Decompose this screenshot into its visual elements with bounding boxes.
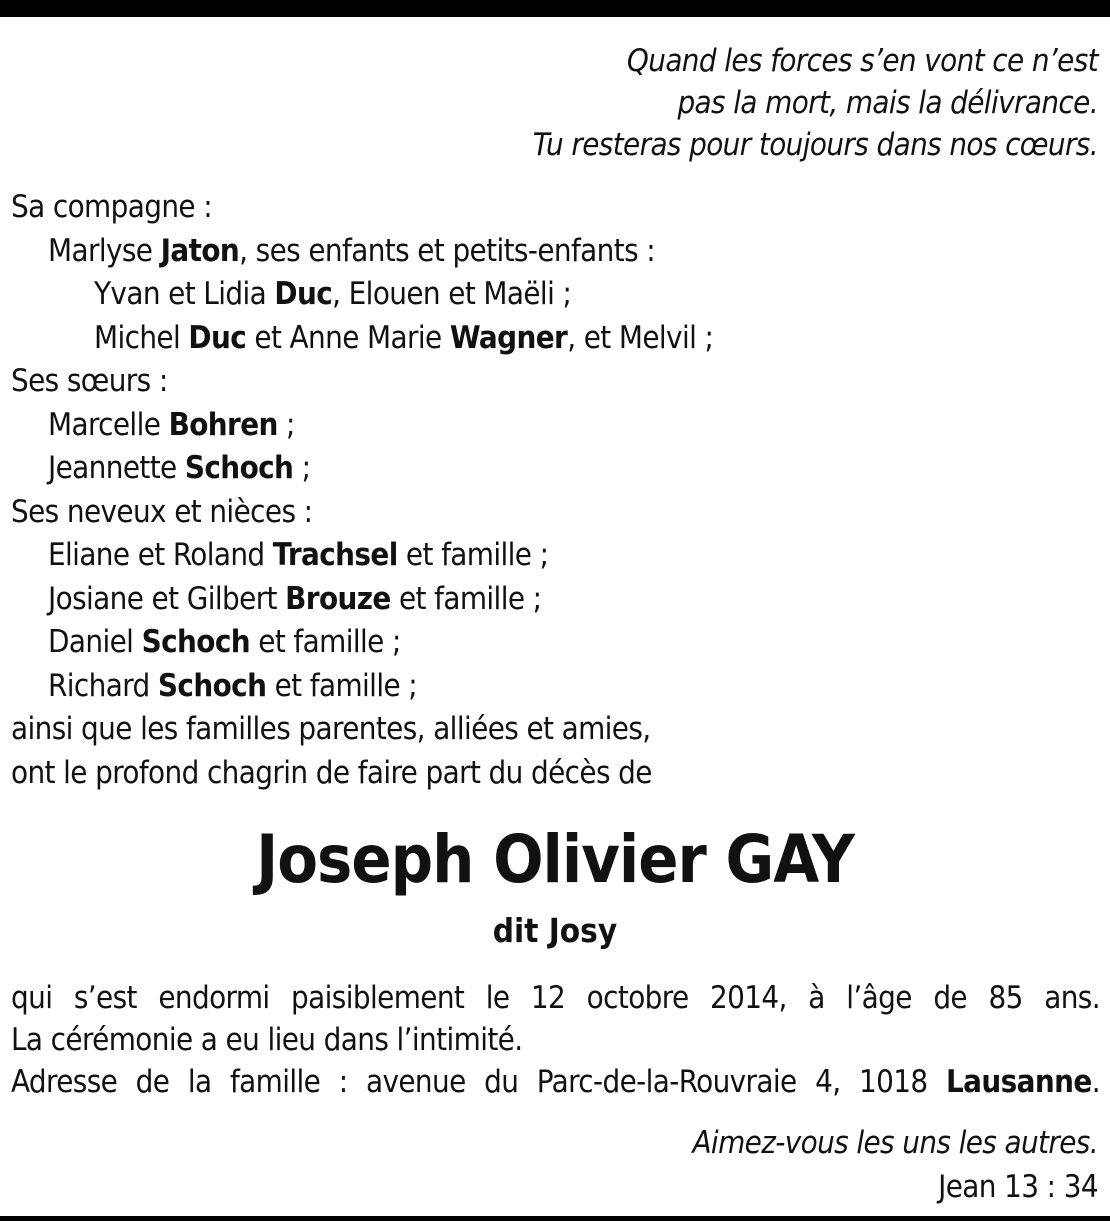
- closing-verse: [692, 1121, 1098, 1209]
- closing-line: ont le profond chagrin de faire part du décès de: [11, 754, 652, 791]
- family-member: Marlyse Jaton, ses enfants et petits-enfants :: [48, 232, 656, 269]
- deceased-name: Joseph Olivier GAY: [256, 821, 854, 898]
- epigraph-line: Quand les forces s’en vont ce n’est: [626, 43, 1098, 79]
- nephews-heading: Ses neveux et nièces :: [11, 493, 313, 530]
- verse-quote: Aimez-vous les uns les autres.: [692, 1125, 1098, 1161]
- companion-heading: Sa compagne :: [11, 189, 213, 225]
- family-member: Daniel Schoch et famille ;: [48, 624, 401, 660]
- surname: Wagner: [449, 319, 568, 356]
- top-rule: [0, 0, 1110, 17]
- surname: Schoch: [157, 667, 267, 704]
- family-list: [11, 186, 713, 795]
- surname: Bohren: [168, 406, 278, 443]
- surname: Jaton: [160, 232, 240, 269]
- family-member: Yvan et Lidia Duc, Elouen et Maëli ;: [94, 276, 572, 312]
- epigraph-line: pas la mort, mais la délivrance.: [677, 85, 1098, 121]
- closing-line: ainsi que les familles parentes, alliées et amies,: [11, 711, 651, 747]
- family-member: Richard Schoch et famille ;: [48, 667, 418, 704]
- death-line: qui s’est endormi paisiblement le 12 octobre 2014, à l’âge de 85 ans.: [11, 980, 1100, 1016]
- surname: Trachsel: [272, 537, 398, 573]
- address-line: Adresse de la famille : avenue du Parc-de-la-Rouvraie 4, 1018 Lausanne.: [11, 1064, 1100, 1100]
- surname: Schoch: [184, 450, 294, 486]
- epigraph: [533, 40, 1098, 166]
- family-member: Josiane et Gilbert Brouze et famille ;: [48, 580, 542, 617]
- family-member: Eliane et Roland Trachsel et famille ;: [48, 537, 549, 573]
- sisters-heading: Ses sœurs :: [11, 363, 168, 399]
- epigraph-line: Tu resteras pour toujours dans nos cœurs.: [532, 127, 1098, 163]
- surname: Duc: [188, 319, 247, 356]
- family-member: Jeannette Schoch ;: [48, 450, 311, 486]
- surname: Schoch: [141, 624, 251, 660]
- surname: Duc: [274, 276, 333, 312]
- surname: Brouze: [285, 580, 391, 617]
- bottom-rule: [0, 1216, 1110, 1221]
- death-details: [11, 977, 1100, 1103]
- family-member: Michel Duc et Anne Marie Wagner, et Melvil ;: [94, 319, 714, 356]
- address-city: Lausanne: [946, 1064, 1092, 1100]
- family-member: Marcelle Bohren ;: [48, 406, 295, 443]
- ceremony-line: La cérémonie a eu lieu dans l’intimité.: [11, 1022, 523, 1058]
- verse-reference: Jean 13 : 34: [938, 1169, 1098, 1205]
- deceased-nickname: dit Josy: [492, 911, 618, 950]
